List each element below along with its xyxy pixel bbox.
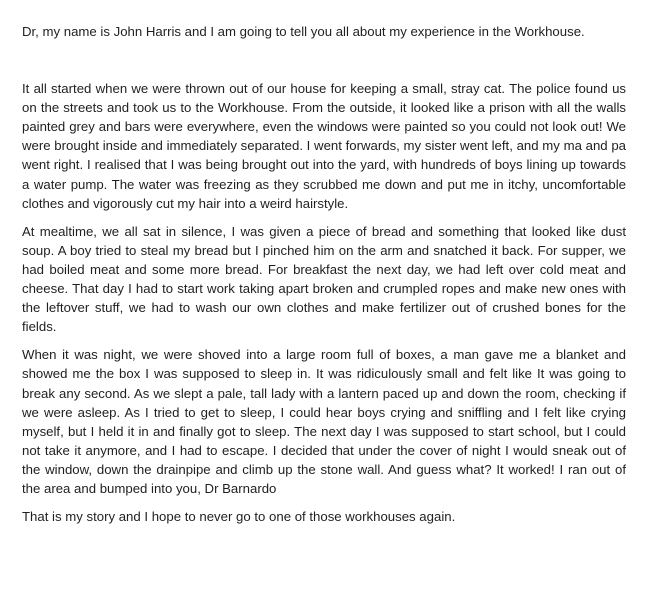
story-paragraph-3: When it was night, we were shoved into a large room full of boxes, a man gave me a blanket and showed me the box I was supposed to sleep in. It was ridiculously small and felt like It was going to break any second. As we slept a pale, tall lady with a lantern paced up and down the room, checking if we were asleep. As I tried to get to sleep, I could hear boys crying and sniffling and I felt like crying myself, but I held it in and finally got to sleep. The next day I was supposed to start school, but I could not take it anymore, and I had to escape. I decided that under the cover of night I would sneak out of the window, down the drainpipe and climb up the stone wall. And guess what? It worked! I ran out of the area and bumped into you, Dr Barnardo [22, 347, 626, 496]
document-body [22, 22, 626, 526]
greeting-paragraph: Dr, my name is John Harris and I am going to tell you all about my experience in the Workhouse. [22, 24, 585, 39]
story-paragraph-1: It all started when we were thrown out of our house for keeping a small, stray cat. The police found us on the streets and took us to the Workhouse. From the outside, it looked like a prison with all the walls painted grey and bars were everywhere, even the windows were painted so you could not look out! We were brought inside and immediately separated. I went forwards, my sister went left, and my ma and pa went right. I realised that I was being brought out into the yard, with hundreds of boys lining up towards a water pump. The water was freezing as they scrubbed me down and put me in itchy, uncomfortable clothes and vigorously cut my hair into a weird hairstyle. [22, 81, 626, 211]
closing-paragraph: That is my story and I hope to never go to one of those workhouses again. [22, 509, 456, 525]
story-paragraph-2: At mealtime, we all sat in silence, I was given a piece of bread and something that looked like dust soup. A boy tried to steal my bread but I pinched him on the arm and snatched it back. For supper, we had boiled meat and some more bread. For breakfast the next day, we had left over cold meat and cheese. That day I had to start work taking apart broken and crumpled ropes and make new ones with the leftover stuff, we had to wash our own clothes and make fertilizer out of crushed bones for the fields. [22, 223, 626, 335]
